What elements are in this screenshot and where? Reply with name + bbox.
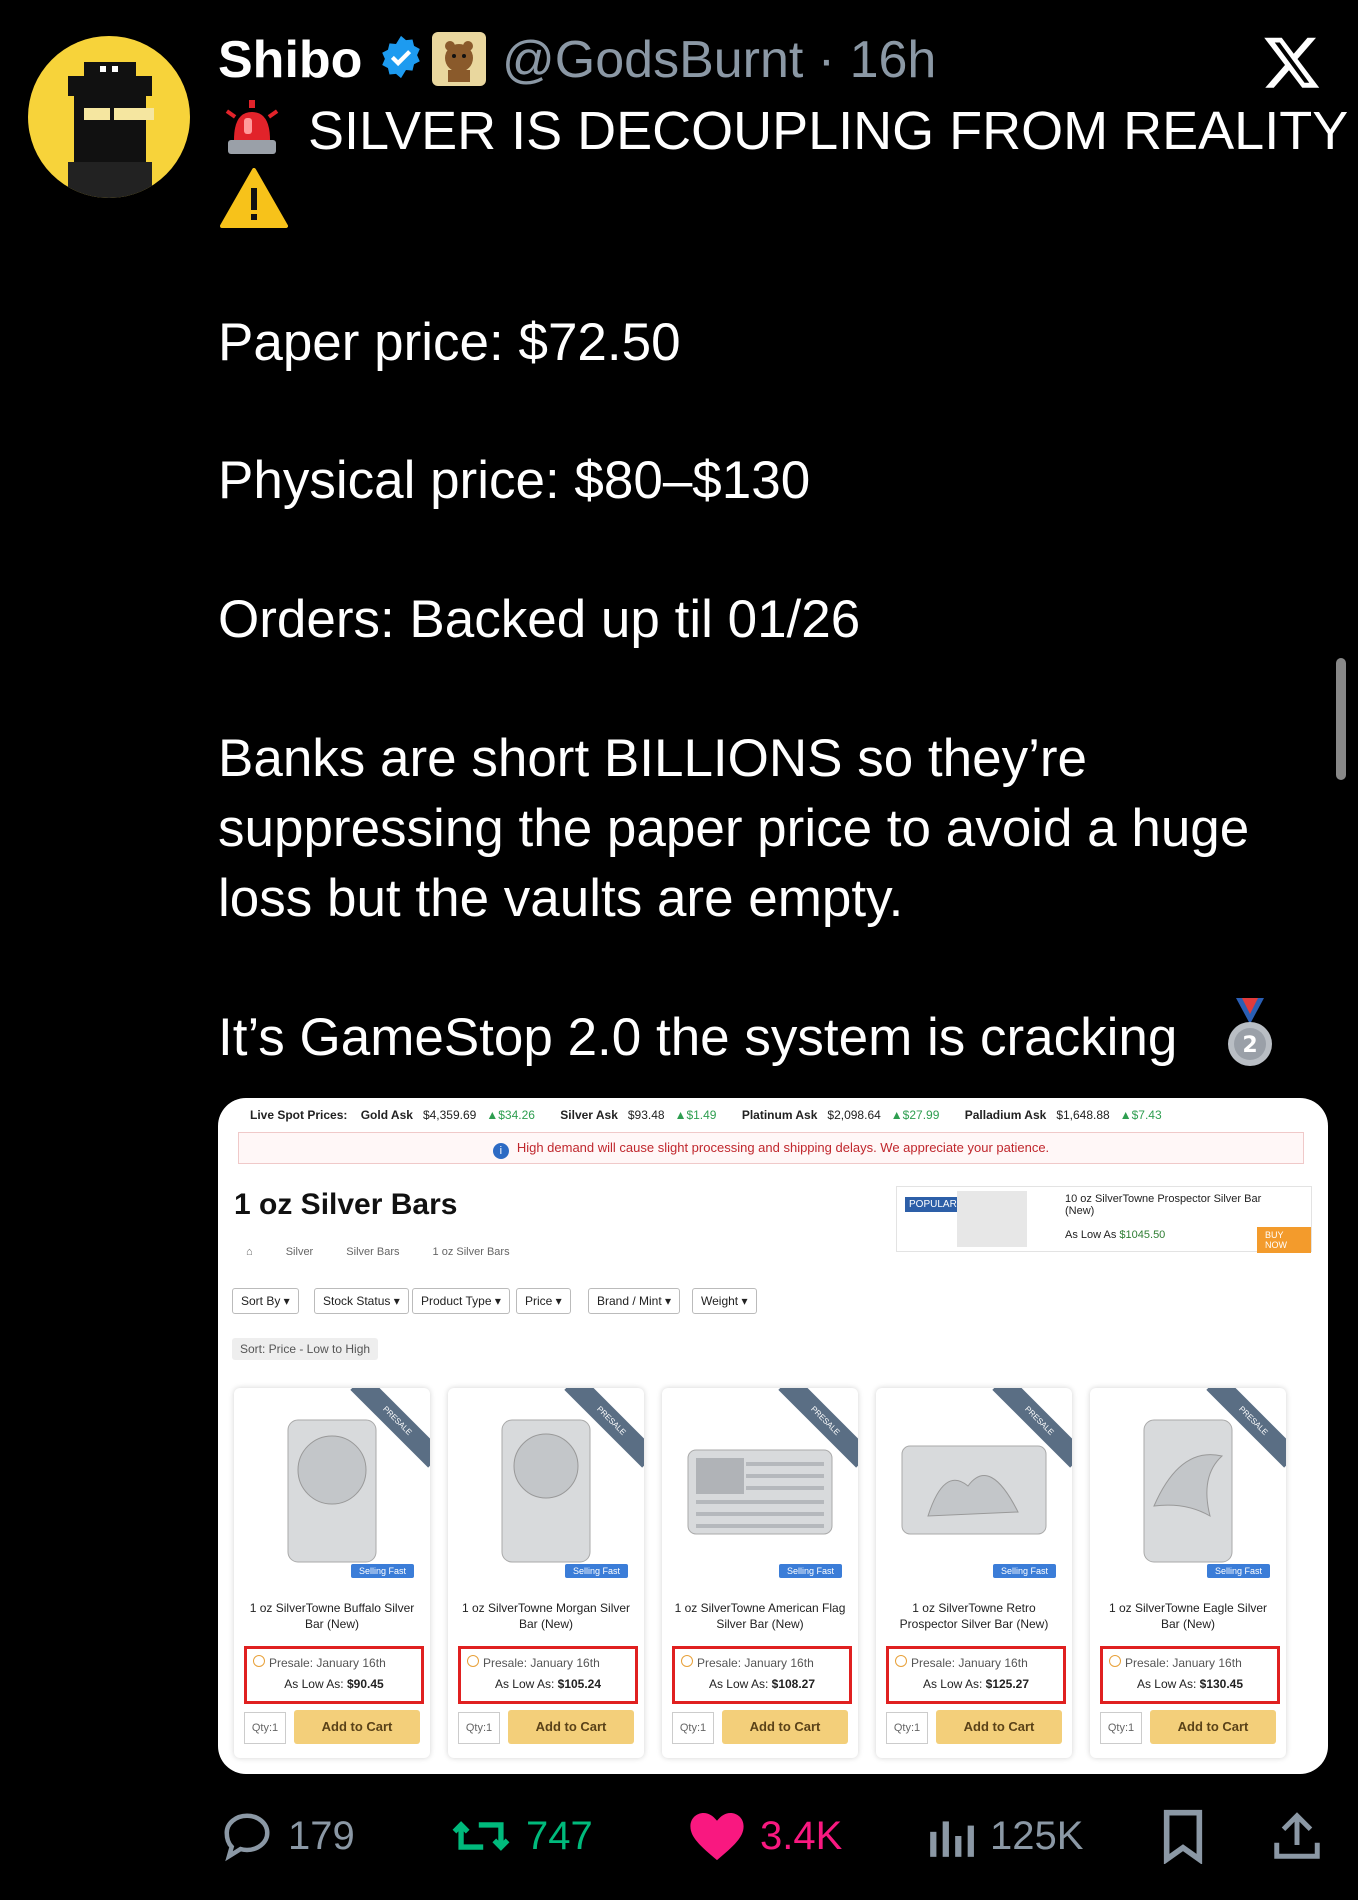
spot-label: Live Spot Prices:	[250, 1108, 348, 1122]
quantity-input[interactable]: Qty:1	[244, 1712, 286, 1744]
morgan-bar-image	[488, 1416, 604, 1566]
low-price: As Low As: $130.45	[1136, 1677, 1244, 1691]
platinum-label: Platinum Ask	[741, 1108, 818, 1122]
sort-label: Sort: Price - Low to High	[232, 1338, 378, 1360]
tweet-paragraph-gamestop: It’s GameStop 2.0 the system is cracking	[218, 1008, 1178, 1067]
avatar[interactable]	[28, 36, 190, 198]
low-price: As Low As: $125.27	[922, 1677, 1030, 1691]
selling-fast-badge: Selling Fast	[565, 1564, 628, 1578]
presale-date: Presale: January 16th	[895, 1655, 1028, 1670]
selling-fast-badge: Selling Fast	[779, 1564, 842, 1578]
quantity-input[interactable]: Qty:1	[672, 1712, 714, 1744]
promo-product-image	[957, 1191, 1027, 1247]
views-count: 125K	[990, 1814, 1084, 1859]
promo-low-price: As Low As $1045.50	[1065, 1229, 1166, 1241]
tweet-paragraph-banks-line-2: suppressing the paper price to avoid a huge	[218, 799, 1250, 858]
siren-emoji-icon	[222, 100, 282, 164]
clock-icon	[895, 1655, 907, 1667]
add-to-cart-button[interactable]: Add to Cart	[508, 1710, 634, 1744]
product-title[interactable]: 1 oz SilverTowne Morgan Silver Bar (New)	[461, 1601, 631, 1631]
notice-text: High demand will cause slight processing and shipping delays. We appreciate your patience.	[516, 1140, 1050, 1155]
product-title[interactable]: 1 oz SilverTowne Buffalo Silver Bar (New)	[249, 1601, 415, 1631]
medal-number: 2	[1242, 1033, 1258, 1058]
presale-price-box	[458, 1646, 638, 1704]
breadcrumb-silver[interactable]: Silver	[285, 1246, 314, 1258]
heart-icon	[688, 1809, 746, 1863]
presale-date: Presale: January 16th	[1109, 1655, 1242, 1670]
warning-emoji-icon	[220, 168, 288, 230]
brand-mint-dropdown[interactable]: Brand / Mint ▾	[588, 1288, 680, 1314]
weight-dropdown[interactable]: Weight ▾	[692, 1288, 757, 1314]
like-button[interactable]	[688, 1806, 842, 1862]
views-icon	[926, 1809, 976, 1863]
low-price: As Low As: $108.27	[708, 1677, 816, 1691]
reply-count: 179	[288, 1814, 355, 1859]
product-title[interactable]: 1 oz SilverTowne American Flag Silver Bar (New)	[674, 1601, 846, 1631]
platinum-change: ▲$27.99	[890, 1108, 940, 1122]
selling-fast-badge: Selling Fast	[351, 1564, 414, 1578]
platinum-value: $2,098.64	[827, 1108, 881, 1122]
prospector-bar-image	[898, 1416, 1050, 1566]
flag-bar-image	[684, 1416, 836, 1566]
sort-by-dropdown[interactable]: Sort By ▾	[232, 1288, 299, 1314]
presale-ribbon: PRESALE	[992, 1388, 1072, 1468]
product-title[interactable]: 1 oz SilverTowne Eagle Silver Bar (New)	[1108, 1601, 1268, 1631]
silver-value: $93.48	[627, 1108, 665, 1122]
add-to-cart-button[interactable]: Add to Cart	[936, 1710, 1062, 1744]
views-button[interactable]	[926, 1806, 1083, 1862]
promo-title: 10 oz SilverTowne Prospector Silver Bar (New)	[1065, 1193, 1262, 1217]
affiliate-badge-icon	[432, 32, 486, 86]
quantity-input[interactable]: Qty:1	[1100, 1712, 1142, 1744]
product-card[interactable]	[1090, 1388, 1286, 1758]
home-icon[interactable]: ⌂	[246, 1246, 253, 1258]
presale-date: Presale: January 16th	[681, 1655, 814, 1670]
tweet-paragraph-orders: Orders: Backed up til 01/26	[218, 590, 861, 649]
product-card[interactable]	[876, 1388, 1072, 1758]
demand-notice	[238, 1132, 1304, 1164]
bookmark-button[interactable]	[1158, 1806, 1208, 1862]
repost-icon	[450, 1809, 512, 1863]
stock-status-dropdown[interactable]: Stock Status ▾	[314, 1288, 409, 1314]
add-to-cart-button[interactable]: Add to Cart	[294, 1710, 420, 1744]
breadcrumb	[246, 1246, 540, 1258]
low-price: As Low As: $105.24	[494, 1677, 602, 1691]
buffalo-bar-image	[274, 1416, 390, 1566]
gold-label: Gold Ask	[360, 1108, 413, 1122]
presale-ribbon: PRESALE	[778, 1388, 858, 1468]
gold-value: $4,359.69	[422, 1108, 477, 1122]
product-card[interactable]	[448, 1388, 644, 1758]
repost-button[interactable]	[450, 1806, 593, 1862]
selling-fast-badge: Selling Fast	[993, 1564, 1056, 1578]
gold-change: ▲$34.26	[486, 1108, 535, 1122]
repost-count: 747	[526, 1814, 593, 1859]
presale-price-box	[672, 1646, 852, 1704]
product-card[interactable]	[662, 1388, 858, 1758]
presale-ribbon: PRESALE	[564, 1388, 644, 1468]
live-spot-prices	[250, 1108, 1184, 1122]
silver-change: ▲$1.49	[674, 1108, 717, 1122]
reply-button[interactable]	[220, 1806, 355, 1862]
breadcrumb-1oz-silver-bars: 1 oz Silver Bars	[432, 1246, 510, 1258]
like-count: 3.4K	[760, 1814, 843, 1859]
palladium-value: $1,648.88	[1056, 1108, 1110, 1122]
product-type-dropdown[interactable]: Product Type ▾	[412, 1288, 510, 1314]
promo-banner[interactable]	[896, 1186, 1312, 1252]
presale-ribbon: PRESALE	[350, 1388, 430, 1468]
silver-label: Silver Ask	[560, 1108, 618, 1122]
tweet-paragraph-banks-line-3: loss but the vaults are empty.	[218, 869, 904, 928]
clock-icon	[681, 1655, 693, 1667]
tweet-line-1: SILVER IS DECOUPLING FROM REALITY	[308, 101, 1349, 161]
popular-badge: POPULAR	[905, 1197, 961, 1212]
page-title: 1 oz Silver Bars	[234, 1188, 458, 1221]
low-price: As Low As: $90.45	[284, 1677, 384, 1691]
tweet-paragraph-banks-line-1: Banks are short BILLIONS so they’re	[218, 729, 1088, 788]
product-title[interactable]: 1 oz SilverTowne Retro Prospector Silver Bar (New)	[899, 1601, 1049, 1631]
presale-price-box	[244, 1646, 424, 1704]
price-dropdown[interactable]: Price ▾	[516, 1288, 571, 1314]
clock-icon	[253, 1655, 265, 1667]
selling-fast-badge: Selling Fast	[1207, 1564, 1270, 1578]
share-icon	[1270, 1808, 1324, 1864]
x-logo-icon[interactable]	[1262, 32, 1322, 92]
tweet-paragraph-paper-price: Paper price: $72.50	[218, 313, 681, 372]
tweet-paragraph-physical-price: Physical price: $80–$130	[218, 451, 811, 510]
quantity-input[interactable]: Qty:1	[886, 1712, 928, 1744]
presale-price-box	[886, 1646, 1066, 1704]
breadcrumb-silver-bars[interactable]: Silver Bars	[346, 1246, 400, 1258]
presale-date: Presale: January 16th	[253, 1655, 386, 1670]
quantity-input[interactable]: Qty:1	[458, 1712, 500, 1744]
clock-icon	[1109, 1655, 1121, 1667]
product-card[interactable]	[234, 1388, 430, 1758]
second-place-medal-icon	[1222, 998, 1278, 1070]
presale-date: Presale: January 16th	[467, 1655, 600, 1670]
presale-price-box	[1100, 1646, 1280, 1704]
clock-icon	[467, 1655, 479, 1667]
handle-and-time[interactable]: @GodsBurnt · 16h	[502, 31, 937, 89]
add-to-cart-button[interactable]: Add to Cart	[722, 1710, 848, 1744]
buy-now-button[interactable]: BUY NOW	[1257, 1227, 1311, 1253]
presale-ribbon: PRESALE	[1206, 1388, 1286, 1468]
add-to-cart-button[interactable]: Add to Cart	[1150, 1710, 1276, 1744]
verified-badge-icon	[378, 34, 424, 80]
palladium-change: ▲$7.43	[1119, 1108, 1162, 1122]
eagle-bar-image	[1130, 1416, 1246, 1566]
reply-icon	[220, 1809, 274, 1863]
author-name[interactable]: Shibo	[218, 31, 363, 89]
share-button[interactable]	[1270, 1806, 1324, 1862]
attached-image[interactable]	[218, 1098, 1328, 1774]
scrollbar[interactable]	[1336, 658, 1346, 780]
info-icon: i	[493, 1143, 509, 1159]
palladium-label: Palladium Ask	[964, 1108, 1047, 1122]
bookmark-icon	[1158, 1808, 1208, 1864]
